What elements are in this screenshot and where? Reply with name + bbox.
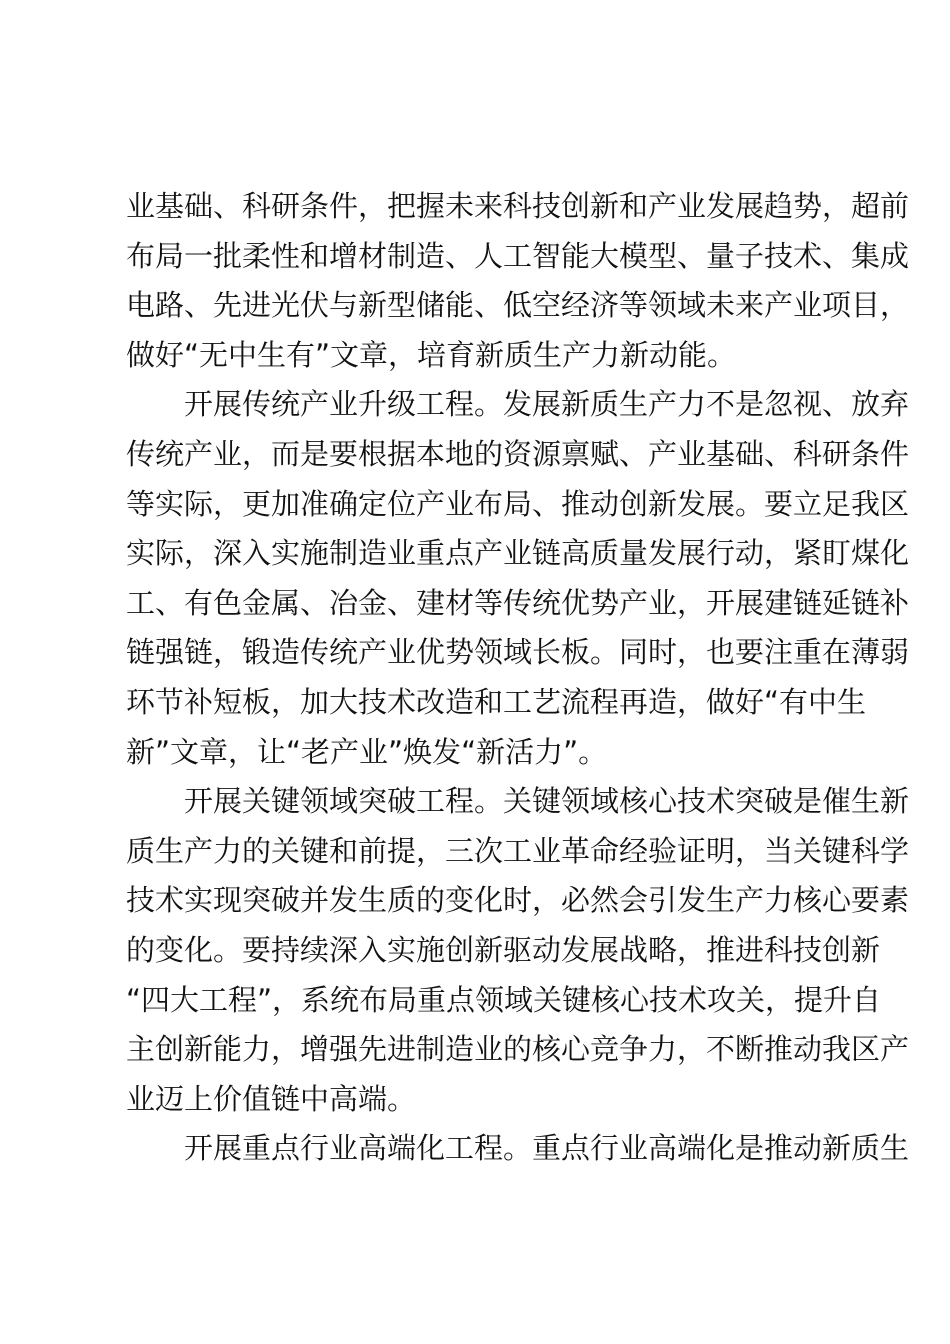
- text-line: 新”文章，让“老产业”焕发“新活力”。: [126, 734, 608, 769]
- text-line: 传统产业，而是要根据本地的资源禀赋、产业基础、科研条件: [126, 436, 910, 471]
- text-line: 实际，深入实施制造业重点产业链高质量发展行动，紧盯煤化: [126, 536, 910, 571]
- text-line: 业迈上价值链中高端。: [126, 1081, 417, 1116]
- paragraph: [126, 777, 910, 1124]
- text-line: 工、有色金属、冶金、建材等传统优势产业，开展建链延链补: [126, 585, 910, 620]
- text-line: 环节补短板，加大技术改造和工艺流程再造，做好“有中生: [126, 684, 867, 719]
- text-line: 布局一批柔性和增材制造、人工智能大模型、量子技术、集成: [126, 238, 910, 273]
- text-line: “四大工程”，系统布局重点领域关键核心技术攻关，提升自: [126, 982, 882, 1017]
- text-line: 做好“无中生有”文章，培育新质生产力新动能。: [126, 337, 737, 372]
- document-body: [126, 182, 910, 1174]
- text-line: 等实际，更加准确定位产业布局、推动创新发展。要立足我区: [126, 486, 910, 521]
- text-line: 开展关键领域突破工程。关键领域核心技术突破是催生新: [184, 784, 910, 819]
- paragraph: [126, 182, 910, 380]
- paragraph: [126, 1124, 910, 1174]
- text-line: 开展传统产业升级工程。发展新质生产力不是忽视、放弃: [184, 387, 910, 422]
- text-line: 链强链，锻造传统产业优势领域长板。同时，也要注重在薄弱: [126, 635, 910, 670]
- text-line: 主创新能力，增强先进制造业的核心竞争力，不断推动我区产: [126, 1032, 910, 1067]
- text-line: 电路、先进光伏与新型储能、低空经济等领域未来产业项目，: [126, 288, 910, 323]
- text-line: 技术实现突破并发生质的变化时，必然会引发生产力核心要素: [126, 883, 910, 918]
- text-line: 业基础、科研条件，把握未来科技创新和产业发展趋势，超前: [126, 189, 910, 223]
- text-line: 开展重点行业高端化工程。重点行业高端化是推动新质生: [184, 1131, 910, 1166]
- text-line: 的变化。要持续深入实施创新驱动发展战略，推进科技创新: [126, 932, 881, 967]
- text-line: 质生产力的关键和前提，三次工业革命经验证明，当关键科学: [126, 833, 910, 868]
- paragraph: [126, 380, 910, 777]
